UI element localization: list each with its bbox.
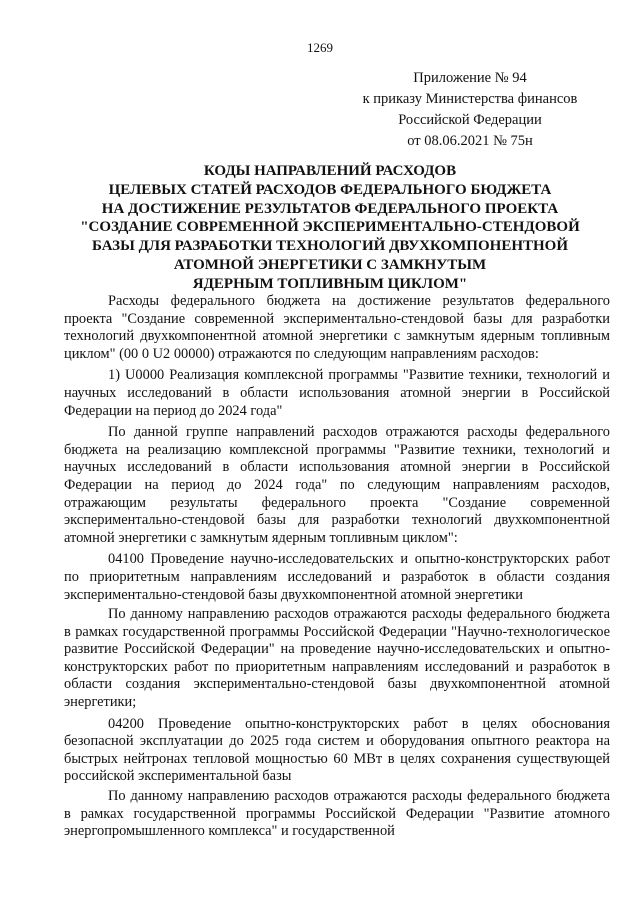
- paragraph-code-04200: 04200 Проведение опытно-конструкторских работ в целях обоснования безопасной эксплуатации до 2025 года систем и оборудования опытного реактора на быстрых нейтронах тепловой мощностью 60 МВт в целях сохранения существующей российской экспериментальной базы: [64, 715, 610, 785]
- paragraph-code-04100: 04100 Проведение научно-исследовательских и опытно-конструкторских работ по приоритетным направлениям исследований и разработок в области создания экспериментально-стендовой базы двухкомпонентной атомной энергетики: [64, 551, 610, 603]
- paragraph-intro: Расходы федерального бюджета на достижение результатов федерального проекта "Создание современной экспериментально-стендовой базы для разработки технологий двухкомпонентной атомной энергетики с замкнутым ядерным топливным циклом" (00 0 U2 00000) отражаются по следующим направлениям расходов:: [64, 293, 610, 362]
- title-line: ЦЕЛЕВЫХ СТАТЕЙ РАСХОДОВ ФЕДЕРАЛЬНОГО БЮДЖЕТА: [108, 181, 552, 198]
- paragraph-04200-description: По данному направлению расходов отражаются расходы федерального бюджета в рамках государственной программы Российской Федерации "Развитие атомного энергопромышленного комплекса" и государственной: [64, 788, 610, 840]
- title-line: НА ДОСТИЖЕНИЕ РЕЗУЛЬТАТОВ ФЕДЕРАЛЬНОГО ПРОЕКТА: [101, 200, 559, 217]
- paragraph-04100-description: По данному направлению расходов отражаются расходы федерального бюджета в рамках государственной программы Российской Федерации "Научно-технологическое развитие Российской Федерации" на проведение научно-исследовательских и опытно-конструкторских работ по приоритетным направлениям исследований и разработок в области создания экспериментально-стендовой базы двухкомпонентной атомной энергетики;: [64, 606, 610, 711]
- appendix-line: к приказу Министерства финансов: [362, 91, 578, 107]
- appendix-line: Российской Федерации: [398, 112, 542, 128]
- title-line: "СОЗДАНИЕ СОВРЕМЕННОЙ ЭКСПЕРИМЕНТАЛЬНО-СТЕНДОВОЙ: [80, 219, 580, 236]
- appendix-line: от 08.06.2021 № 75н: [407, 133, 533, 149]
- document-body: [64, 293, 610, 845]
- title-line: ЯДЕРНЫМ ТОПЛИВНЫМ ЦИКЛОМ": [192, 275, 468, 292]
- page-number: 1269: [307, 40, 333, 55]
- title-line: БАЗЫ ДЛЯ РАЗРАБОТКИ ТЕХНОЛОГИЙ ДВУХКОМПОНЕНТНОЙ: [92, 238, 568, 255]
- paragraph-item-1: 1) U0000 Реализация комплексной программы "Развитие техники, технологий и научных исследований в области использования атомной энергии в Российской Федерации на период до 2024 года": [64, 367, 610, 419]
- title-line: КОДЫ НАПРАВЛЕНИЙ РАСХОДОВ: [203, 163, 457, 179]
- appendix-header: [340, 68, 600, 152]
- appendix-line: Приложение № 94: [413, 70, 527, 86]
- title-line: АТОМНОЙ ЭНЕРГЕТИКИ С ЗАМКНУТЫМ: [173, 256, 487, 273]
- paragraph-group-description: По данной группе направлений расходов отражаются расходы федерального бюджета на реализацию комплексной программы "Развитие техники, технологий и научных исследований в области использования атомной энергии в Российской Федерации на период до 2024 года" по следующим направлениям расходов, отражающим результаты федерального проекта "Создание современной экспериментально-стендовой базы для разработки технологий двухкомпонентной атомной энергетики с замкнутым ядерным топливным циклом":: [64, 424, 610, 546]
- document-title: [60, 162, 600, 294]
